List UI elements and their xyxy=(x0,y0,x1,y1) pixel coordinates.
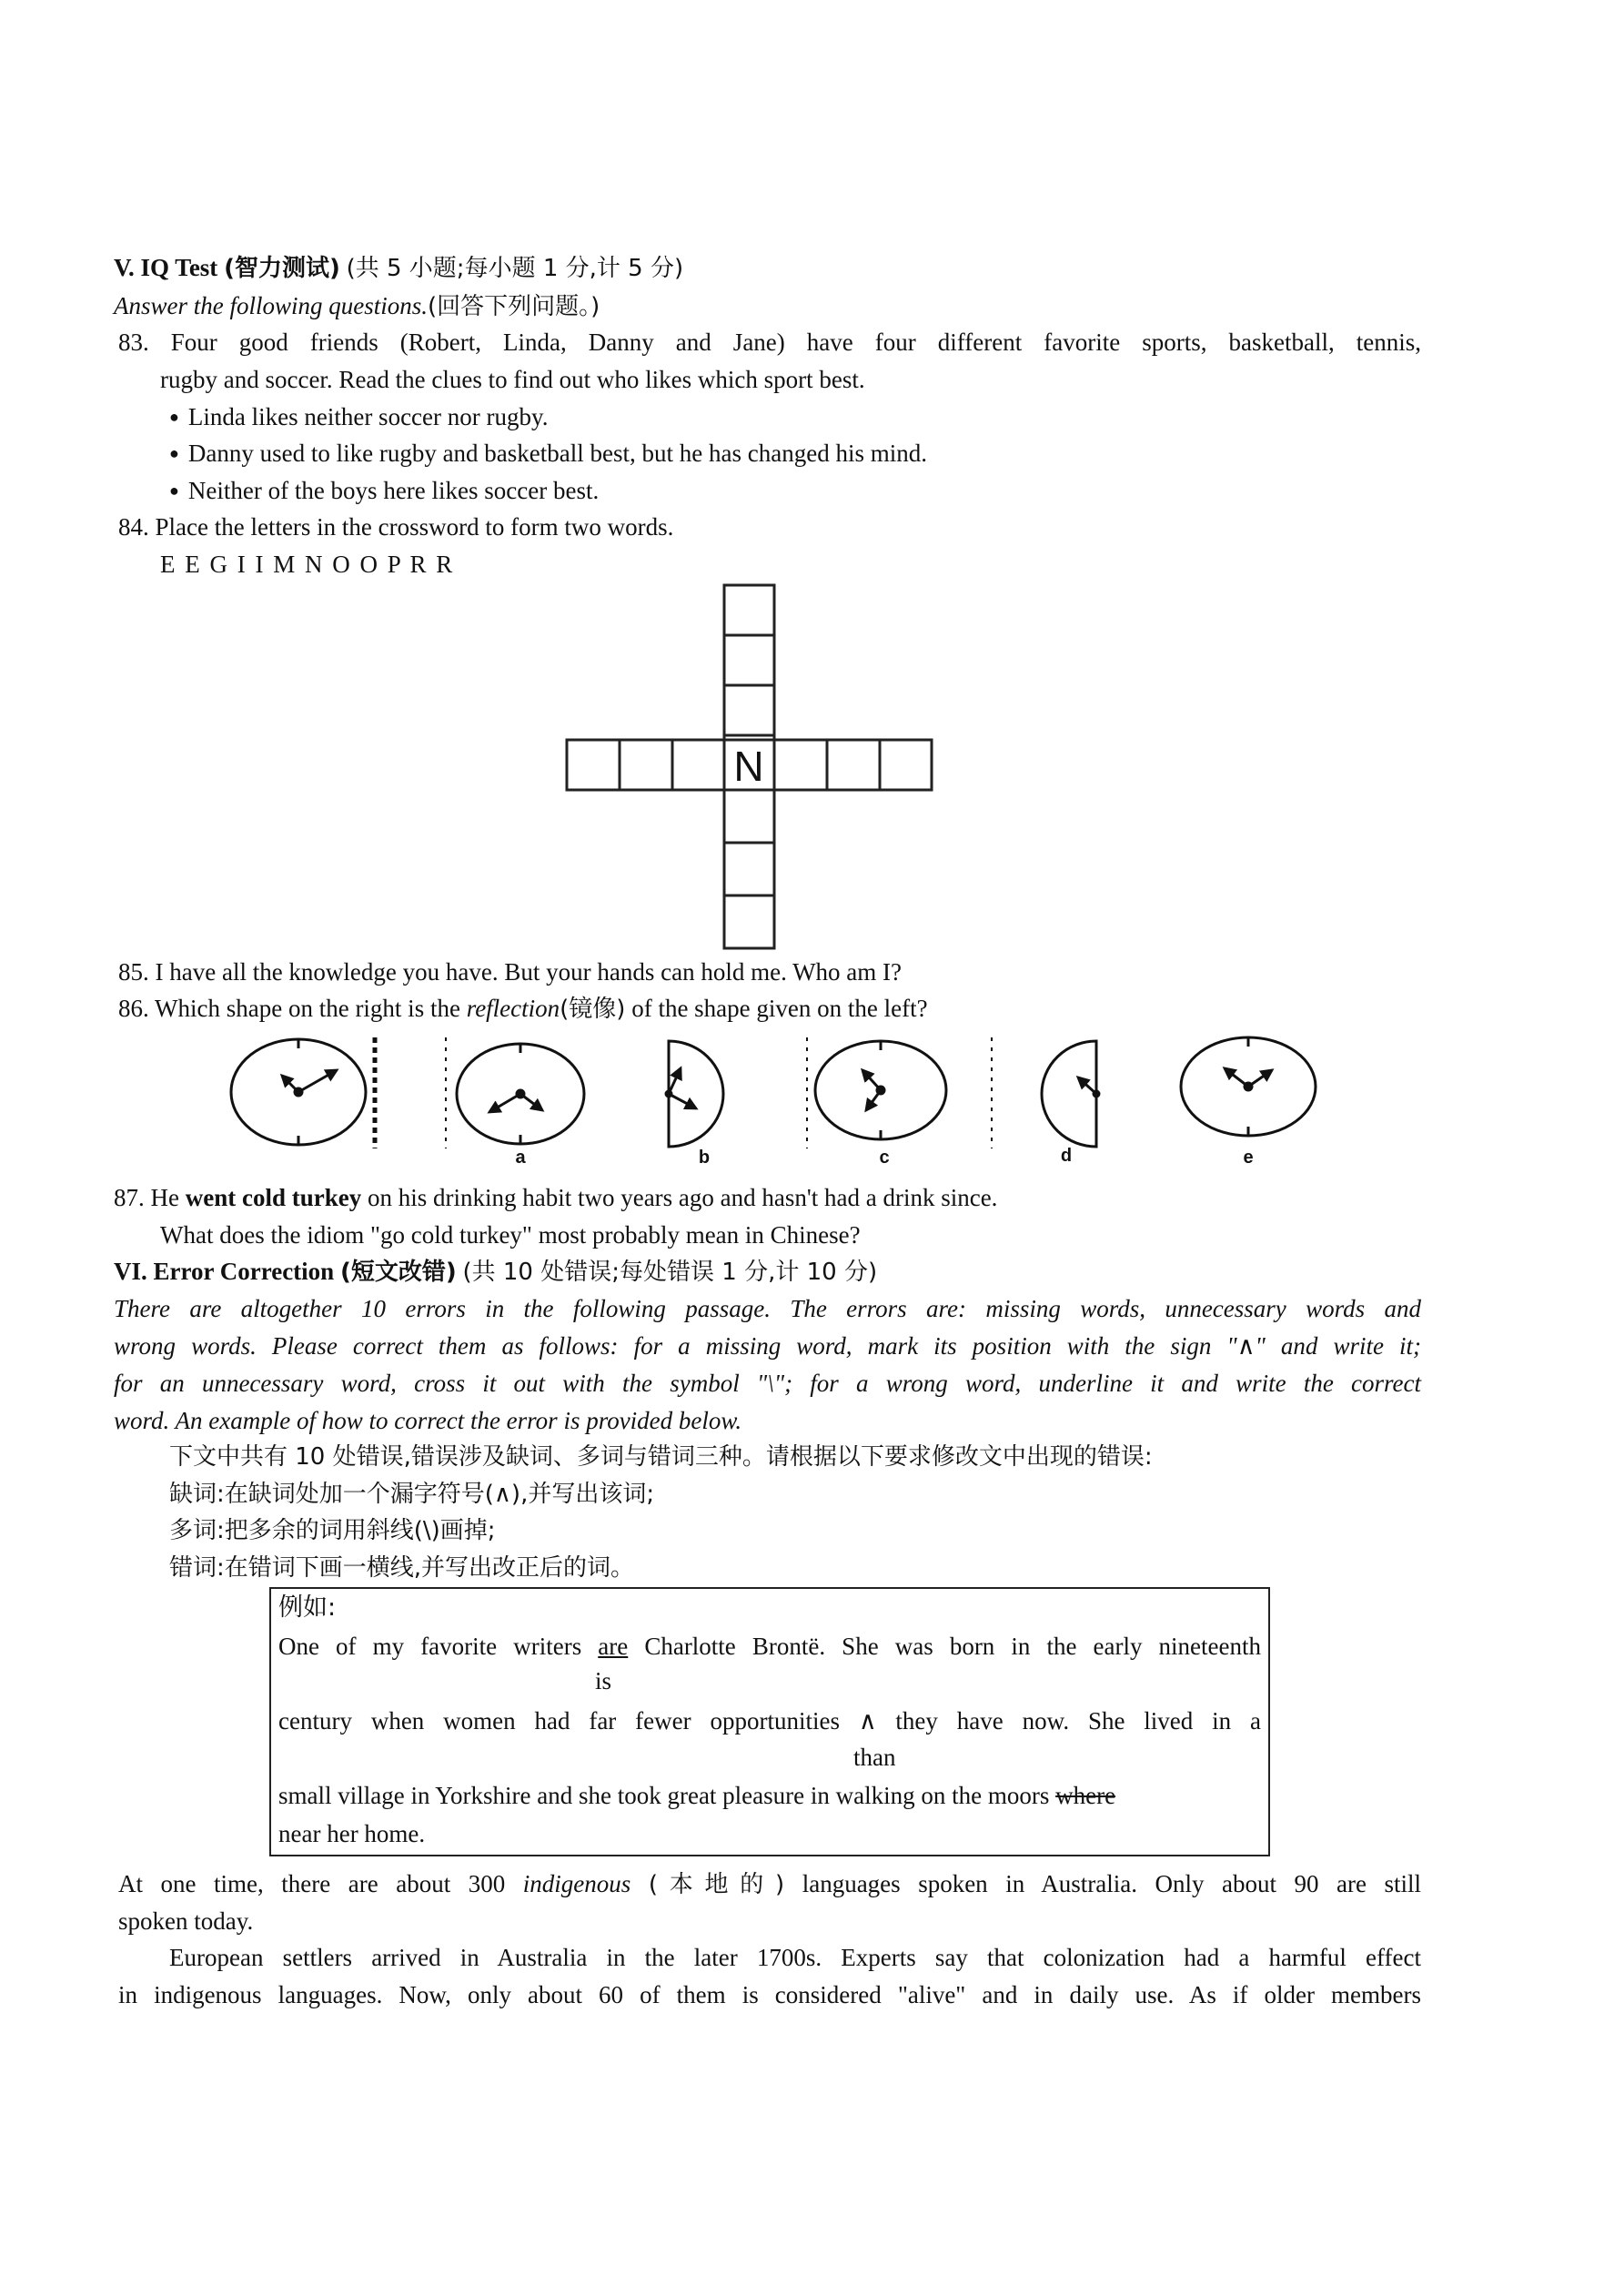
q87-line-2: What does the idiom "go cold turkey" most probably mean in Chinese? xyxy=(160,1221,861,1249)
crossword-grid xyxy=(564,582,937,951)
example-caret: ∧ xyxy=(858,1707,877,1735)
cn-instruction-1: 下文中共有 10 处错误,错误涉及缺词、多词与错词三种。请根据以下要求修改文中出现的错误: xyxy=(169,1443,1153,1471)
section-6-instruction-1: There are altogether 10 errors in the following passage. The errors are: missing words, unnecessary words and xyxy=(114,1295,1421,1322)
passage-p1-line-2: spoken today. xyxy=(118,1907,254,1935)
section-6-title-cn: (短文改错) xyxy=(339,1259,457,1286)
example-label: 例如: xyxy=(278,1593,337,1622)
passage-p1-line-1: At one time, there are about 300 indigenous (本地的) languages spoken in Australia. Only about 90 are still xyxy=(118,1870,1422,1898)
q87-prompt: 87. He went cold turkey on his drinking habit two years ago and hasn't had a drink since. xyxy=(114,1184,998,1211)
example-line-1: One of my favorite writers are Charlotte Brontë. She was born in the early nineteenth xyxy=(278,1633,1262,1660)
section-5-title-cn: (智力测试) xyxy=(224,255,340,282)
crossword-center-letter: N xyxy=(733,743,764,790)
q83-line-1: 83. Four good friends (Robert, Linda, Danny and Jane) have four different favorite sports, basketball, tennis, xyxy=(118,329,1421,356)
q83-clue-3: ● Neither of the boys here likes soccer best. xyxy=(169,474,599,510)
option-a-label: a xyxy=(515,1148,526,1168)
crossword-cell xyxy=(620,740,672,790)
crossword-cell xyxy=(724,635,774,685)
section-5-score: (共 5 小题;每小题 1 分,计 5 分) xyxy=(346,255,684,282)
option-e-shape xyxy=(1181,1037,1316,1136)
q84-letters: E E G I I M N O O P R R xyxy=(160,551,455,578)
q84-prompt: 84. Place the letters in the crossword to form two words. xyxy=(118,513,674,541)
example-crossed-word: where xyxy=(1055,1782,1116,1809)
crossword-cell xyxy=(880,740,932,790)
crossword-cell xyxy=(724,895,774,948)
crossword-cell xyxy=(774,740,827,790)
example-line-4: near her home. xyxy=(278,1820,426,1847)
q83-line-2: rugby and soccer. Read the clues to find out who likes which sport best. xyxy=(160,366,865,393)
section-6-instruction-4: word. An example of how to correct the error is provided below. xyxy=(114,1407,742,1434)
example-line-3: small village in Yorkshire and she took great pleasure in walking on the moors where xyxy=(278,1782,1116,1809)
reflection-figure xyxy=(227,1028,1337,1169)
crossword-cell xyxy=(567,740,620,790)
crossword-cell xyxy=(672,740,724,790)
crossword-cell xyxy=(724,685,774,735)
passage-p2-line-1: European settlers arrived in Australia in the later 1700s. Experts say that colonization had a harmful effect xyxy=(169,1944,1421,1971)
section-5-heading xyxy=(114,251,683,285)
section-6-score: (共 10 处错误;每处错误 1 分,计 10 分) xyxy=(462,1259,878,1286)
crossword-cell xyxy=(724,585,774,635)
option-d-label: d xyxy=(1060,1146,1073,1166)
q83-clue-2: ● Danny used to like rugby and basketball best, but he has changed his mind. xyxy=(169,437,927,472)
option-c-label: c xyxy=(879,1148,890,1168)
example-line-2: century when women had far fewer opportunities ∧ they have now. She lived in a xyxy=(278,1707,1261,1735)
section-6-title: VI. Error Correction xyxy=(114,1258,335,1285)
cn-instruction-2: 缺词:在缺词处加一个漏字符号(∧),并写出该词; xyxy=(169,1481,655,1508)
option-d-shape xyxy=(992,1037,1099,1148)
crossword-cell xyxy=(827,740,880,790)
instruction-en: Answer the following questions. xyxy=(114,292,429,319)
section-6-instruction-3: for an unnecessary word, cross it out with the symbol "\"; for a wrong word, underline it and write the correct xyxy=(114,1370,1421,1397)
example-correction-2: than xyxy=(853,1744,896,1771)
passage-p2-line-2: in indigenous languages. Now, only about 60 of them is considered "alive" and in daily use. As if older members xyxy=(118,1981,1421,2008)
crossword-cell xyxy=(724,790,774,843)
q85-prompt: 85. I have all the knowledge you have. But your hands can hold me. Who am I? xyxy=(118,958,903,986)
section-5-instruction xyxy=(114,289,600,323)
cn-instruction-3: 多词:把多余的词用斜线(\)画掉; xyxy=(169,1517,496,1544)
option-b-label: b xyxy=(698,1148,711,1168)
original-clock-shape xyxy=(231,1039,366,1145)
section-6-instruction-2: wrong words. Please correct them as follows: for a missing word, mark its position with the sign "∧" and write it; xyxy=(114,1332,1421,1360)
option-e-label: e xyxy=(1243,1148,1254,1168)
example-wrong-word: are xyxy=(598,1633,629,1660)
section-6-heading xyxy=(114,1255,877,1289)
crossword-cell xyxy=(724,843,774,895)
q83-clue-1: ● Linda likes neither soccer nor rugby. xyxy=(169,400,549,436)
section-5-title: V. IQ Test xyxy=(114,254,218,281)
example-correction-1: is xyxy=(595,1667,612,1694)
instruction-cn: (回答下列问题。) xyxy=(428,293,600,320)
option-c-shape xyxy=(807,1037,946,1148)
cn-instruction-4: 错词:在错词下画一横线,并写出改正后的词。 xyxy=(169,1554,635,1582)
example-box xyxy=(269,1587,1270,1856)
option-a-shape xyxy=(446,1037,584,1148)
q86-prompt: 86. Which shape on the right is the reflection(镜像) of the shape given on the left? xyxy=(118,995,928,1023)
option-b-shape xyxy=(666,1041,723,1147)
